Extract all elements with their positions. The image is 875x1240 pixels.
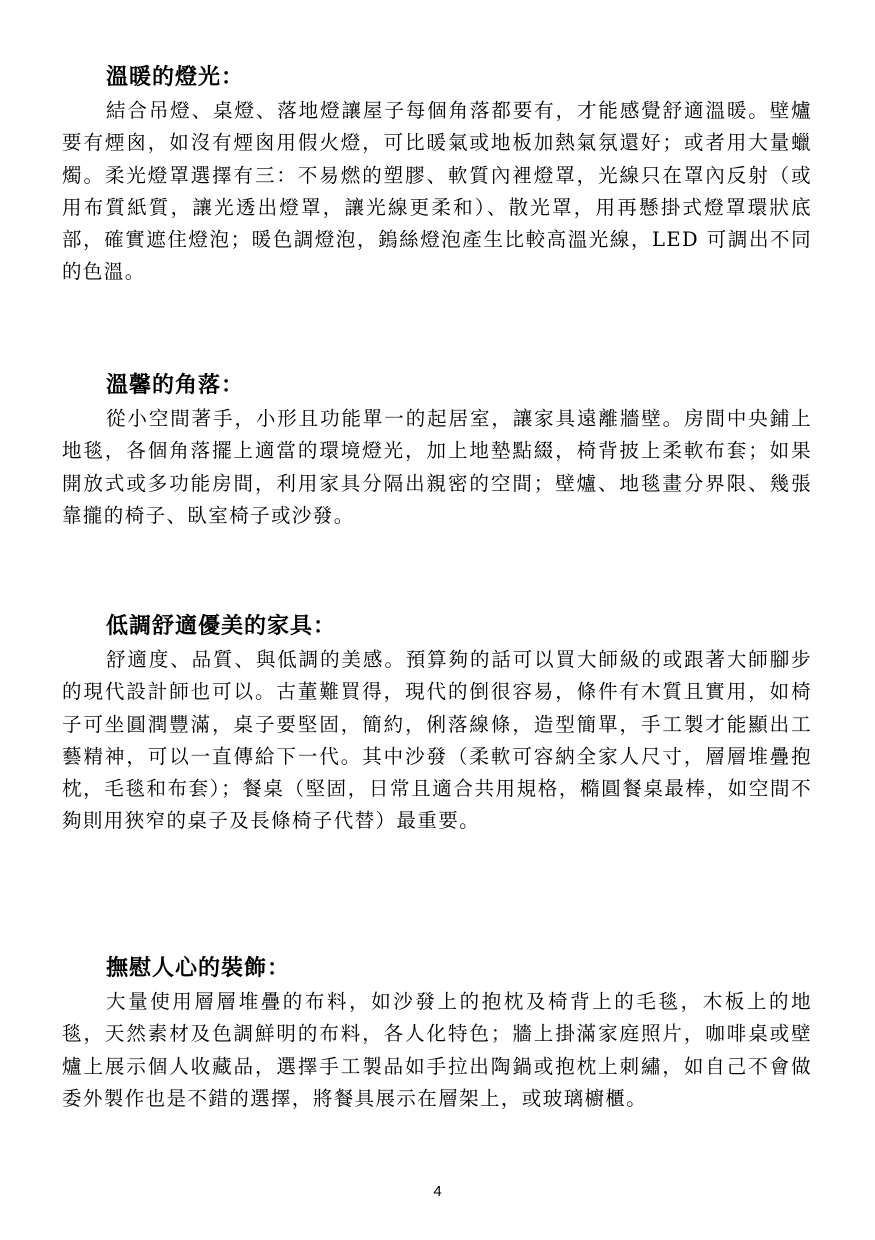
section-heading: 低調舒適優美的家具： [106, 613, 337, 639]
section-heading: 撫慰人心的裝飾： [106, 955, 291, 981]
section-paragraph: 結合吊燈、桌燈、落地燈讓屋子每個角落都要有，才能感覺舒適溫暖。壁爐要有煙囪，如沒有煙囪用假火燈，可比暖氣或地板加熱氣氛還好；或者用大量蠟燭。柔光燈罩選擇有三：不易燃的塑膠、軟質內裡燈罩，光線只在罩內反射（或用布質紙質，讓光透出燈罩，讓光線更柔和）、散光罩，用再懸掛式燈罩環狀底部，確實遮住燈泡；暖色調燈泡，鎢絲燈泡產生比較高溫光線，LED 可調出不同的色溫。 [62, 99, 812, 284]
section-paragraph: 大量使用層層堆疊的布料，如沙發上的抱枕及椅背上的毛毯，木板上的地毯，天然素材及色調鮮明的布料，各人化特色；牆上掛滿家庭照片，咖啡桌或壁爐上展示個人收藏品，選擇手工製品如手拉出陶鍋或抱枕上刺繡，如自己不會做委外製作也是不錯的選擇，將餐具展示在層架上，或玻璃櫥櫃。 [62, 990, 812, 1110]
section-heading: 溫暖的燈光： [106, 64, 245, 90]
page-number: 4 [433, 1183, 442, 1200]
section-paragraph: 舒適度、品質、與低調的美感。預算夠的話可以買大師級的或跟著大師腳步的現代設計師也可以。古董難買得，現代的倒很容易，條件有木質且實用，如椅子可坐圓潤豐滿，桌子要堅固，簡約，俐落線條，造型簡單，手工製才能顯出工藝精神，可以一直傳給下一代。其中沙發（柔軟可容納全家人尺寸，層層堆疊抱枕，毛毯和布套）；餐桌（堅固，日常且適合共用規格，橢圓餐桌最棒，如空間不夠則用狹窄的桌子及長條椅子代替）最重要。 [62, 648, 812, 833]
section-paragraph: 從小空間著手，小形且功能單一的起居室，讓家具遠離牆壁。房間中央鋪上地毯，各個角落擺上適當的環境燈光，加上地墊點綴，椅背披上柔軟布套；如果開放式或多功能房間，利用家具分隔出親密的空間；壁爐、地毯畫分界限、幾張靠攏的椅子、臥室椅子或沙發。 [62, 407, 812, 527]
section-heading: 溫馨的角落： [106, 372, 245, 398]
